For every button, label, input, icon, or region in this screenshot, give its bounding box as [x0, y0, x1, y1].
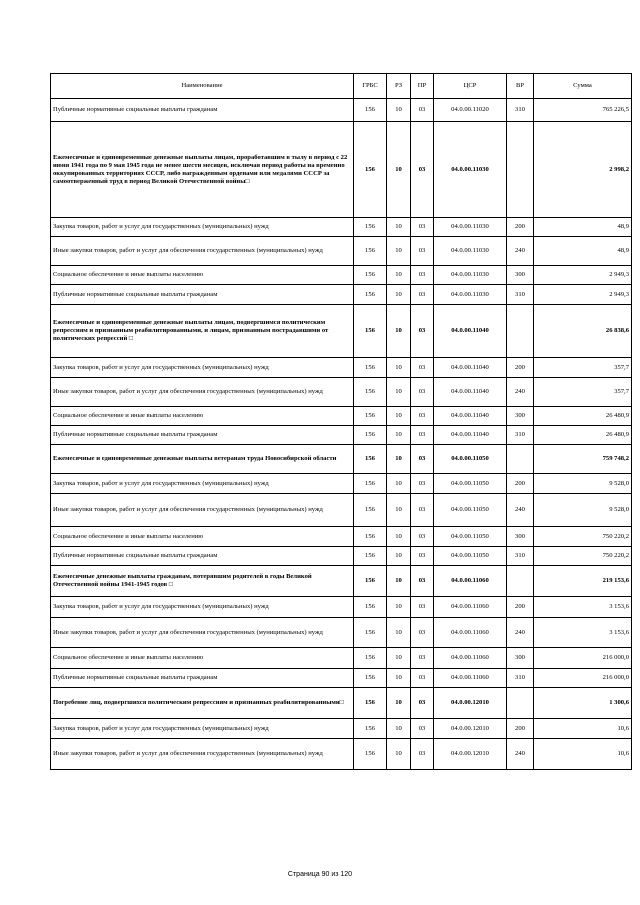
cell-csr: 04.0.00.11060	[434, 669, 507, 688]
cell-csr: 04.0.00.11020	[434, 99, 507, 122]
cell-vr	[507, 566, 534, 597]
table-row	[51, 547, 632, 566]
cell-pr: 03	[411, 597, 434, 618]
cell-vr: 200	[507, 218, 534, 237]
cell-rz: 10	[387, 669, 411, 688]
cell-csr: 04.0.00.11050	[434, 494, 507, 527]
cell-grbs: 156	[354, 378, 387, 407]
cell-csr: 04.0.00.11030	[434, 218, 507, 237]
cell-pr: 03	[411, 285, 434, 305]
cell-rz: 10	[387, 474, 411, 494]
cell-sum: 216 000,0	[534, 669, 632, 688]
cell-vr: 300	[507, 527, 534, 547]
cell-pr: 03	[411, 648, 434, 669]
table-row	[51, 358, 632, 378]
cell-pr: 03	[411, 378, 434, 407]
column-header-sum: Сумма	[534, 74, 632, 99]
table-row	[51, 618, 632, 648]
table-row	[51, 494, 632, 527]
cell-rz: 10	[387, 597, 411, 618]
cell-grbs: 156	[354, 669, 387, 688]
table-row	[51, 285, 632, 305]
cell-name: Ежемесячные и единовременные денежные выплаты ветеранам труда Новосибирской области	[51, 445, 354, 474]
cell-csr: 04.0.00.11030	[434, 266, 507, 285]
column-header-rz: РЗ	[387, 74, 411, 99]
cell-name: Социальное обеспечение и иные выплаты населению	[51, 648, 354, 669]
cell-sum: 759 748,2	[534, 445, 632, 474]
cell-pr: 03	[411, 547, 434, 566]
cell-pr: 03	[411, 669, 434, 688]
cell-sum: 765 226,5	[534, 99, 632, 122]
table-row	[51, 266, 632, 285]
cell-name: Публичные нормативные социальные выплаты гражданам	[51, 99, 354, 122]
cell-rz: 10	[387, 378, 411, 407]
cell-sum: 10,6	[534, 719, 632, 739]
cell-csr: 04.0.00.11060	[434, 648, 507, 669]
table-row-section	[51, 305, 632, 358]
table-row	[51, 527, 632, 547]
table-header-row	[51, 74, 632, 99]
cell-name: Ежемесячные и единовременные денежные выплаты лицам, проработавшим в тылу в период с 22 июня 1941 года по 9 мая 1945 года не менее шести месяцев, исключая период работы на временно оккупированных территориях СССР, либо награжденным орденами или медалями СССР за самоотверженный труд в период Великой Отечественной войны□	[51, 122, 354, 218]
cell-pr: 03	[411, 218, 434, 237]
table-row	[51, 218, 632, 237]
cell-csr: 04.0.00.11050	[434, 547, 507, 566]
cell-sum: 750 220,2	[534, 547, 632, 566]
table-row	[51, 597, 632, 618]
cell-grbs: 156	[354, 99, 387, 122]
cell-rz: 10	[387, 237, 411, 266]
cell-rz: 10	[387, 358, 411, 378]
cell-grbs: 156	[354, 358, 387, 378]
cell-sum: 2 998,2	[534, 122, 632, 218]
cell-grbs: 156	[354, 597, 387, 618]
cell-vr: 200	[507, 597, 534, 618]
table-row	[51, 669, 632, 688]
budget-table	[50, 73, 632, 770]
cell-sum: 26 838,6	[534, 305, 632, 358]
cell-csr: 04.0.00.11050	[434, 527, 507, 547]
cell-csr: 04.0.00.11060	[434, 618, 507, 648]
cell-name: Закупка товаров, работ и услуг для государственных (муниципальных) нужд	[51, 218, 354, 237]
cell-csr: 04.0.00.11060	[434, 566, 507, 597]
cell-vr: 310	[507, 426, 534, 445]
cell-vr	[507, 305, 534, 358]
cell-sum: 9 528,0	[534, 494, 632, 527]
cell-rz: 10	[387, 305, 411, 358]
cell-name: Закупка товаров, работ и услуг для государственных (муниципальных) нужд	[51, 358, 354, 378]
cell-csr: 04.0.00.11040	[434, 305, 507, 358]
cell-grbs: 156	[354, 237, 387, 266]
cell-name: Иные закупки товаров, работ и услуг для обеспечения государственных (муниципальных) нужд	[51, 494, 354, 527]
cell-rz: 10	[387, 99, 411, 122]
cell-vr: 200	[507, 719, 534, 739]
cell-pr: 03	[411, 494, 434, 527]
column-header-grbs: ГРБС	[354, 74, 387, 99]
table-row	[51, 648, 632, 669]
cell-vr: 240	[507, 237, 534, 266]
cell-grbs: 156	[354, 566, 387, 597]
cell-name: Закупка товаров, работ и услуг для государственных (муниципальных) нужд	[51, 474, 354, 494]
table-row	[51, 474, 632, 494]
cell-csr: 04.0.00.11040	[434, 358, 507, 378]
cell-csr: 04.0.00.12010	[434, 688, 507, 719]
cell-csr: 04.0.00.11030	[434, 122, 507, 218]
cell-vr	[507, 688, 534, 719]
cell-name: Публичные нормативные социальные выплаты гражданам	[51, 669, 354, 688]
table-row	[51, 407, 632, 426]
cell-vr: 310	[507, 99, 534, 122]
cell-pr: 03	[411, 407, 434, 426]
cell-pr: 03	[411, 305, 434, 358]
cell-grbs: 156	[354, 494, 387, 527]
cell-pr: 03	[411, 99, 434, 122]
cell-grbs: 156	[354, 122, 387, 218]
cell-csr: 04.0.00.11030	[434, 285, 507, 305]
cell-sum: 9 528,0	[534, 474, 632, 494]
cell-pr: 03	[411, 266, 434, 285]
cell-pr: 03	[411, 445, 434, 474]
table-row	[51, 719, 632, 739]
cell-sum: 219 153,6	[534, 566, 632, 597]
cell-rz: 10	[387, 719, 411, 739]
cell-csr: 04.0.00.11060	[434, 597, 507, 618]
cell-sum: 10,6	[534, 739, 632, 770]
cell-name: Социальное обеспечение и иные выплаты населению	[51, 407, 354, 426]
cell-vr	[507, 122, 534, 218]
table-row-section	[51, 688, 632, 719]
cell-name: Погребение лиц, подвергшихся политическим репрессиям и признанных реабилитированными□	[51, 688, 354, 719]
cell-name: Социальное обеспечение и иные выплаты населению	[51, 527, 354, 547]
cell-rz: 10	[387, 407, 411, 426]
cell-pr: 03	[411, 474, 434, 494]
cell-rz: 10	[387, 266, 411, 285]
cell-vr: 200	[507, 358, 534, 378]
cell-vr: 310	[507, 669, 534, 688]
cell-csr: 04.0.00.11030	[434, 237, 507, 266]
cell-pr: 03	[411, 527, 434, 547]
cell-grbs: 156	[354, 266, 387, 285]
cell-name: Иные закупки товаров, работ и услуг для обеспечения государственных (муниципальных) нужд	[51, 739, 354, 770]
cell-csr: 04.0.00.11040	[434, 407, 507, 426]
cell-csr: 04.0.00.11050	[434, 445, 507, 474]
cell-csr: 04.0.00.12010	[434, 739, 507, 770]
cell-name: Иные закупки товаров, работ и услуг для обеспечения государственных (муниципальных) нужд	[51, 378, 354, 407]
cell-vr: 310	[507, 547, 534, 566]
cell-rz: 10	[387, 218, 411, 237]
table-row-section	[51, 122, 632, 218]
cell-pr: 03	[411, 358, 434, 378]
cell-sum: 48,9	[534, 237, 632, 266]
cell-csr: 04.0.00.11040	[434, 378, 507, 407]
cell-sum: 2 949,3	[534, 266, 632, 285]
cell-grbs: 156	[354, 474, 387, 494]
cell-sum: 3 153,6	[534, 597, 632, 618]
column-header-pr: ПР	[411, 74, 434, 99]
cell-vr	[507, 445, 534, 474]
table-row	[51, 237, 632, 266]
cell-rz: 10	[387, 547, 411, 566]
table-row	[51, 739, 632, 770]
cell-sum: 48,9	[534, 218, 632, 237]
cell-vr: 300	[507, 648, 534, 669]
cell-vr: 310	[507, 285, 534, 305]
cell-csr: 04.0.00.12010	[434, 719, 507, 739]
cell-vr: 200	[507, 474, 534, 494]
cell-grbs: 156	[354, 218, 387, 237]
cell-pr: 03	[411, 688, 434, 719]
cell-rz: 10	[387, 618, 411, 648]
cell-vr: 240	[507, 378, 534, 407]
cell-sum: 3 153,6	[534, 618, 632, 648]
cell-pr: 03	[411, 739, 434, 770]
cell-grbs: 156	[354, 407, 387, 426]
cell-csr: 04.0.00.11050	[434, 474, 507, 494]
page-number: Страница 90 из 120	[287, 871, 353, 878]
table-row-section	[51, 445, 632, 474]
cell-rz: 10	[387, 688, 411, 719]
cell-rz: 10	[387, 122, 411, 218]
cell-sum: 216 000,0	[534, 648, 632, 669]
table-row	[51, 426, 632, 445]
column-header-vr: ВР	[507, 74, 534, 99]
cell-vr: 300	[507, 407, 534, 426]
cell-name: Иные закупки товаров, работ и услуг для обеспечения государственных (муниципальных) нужд	[51, 237, 354, 266]
cell-sum: 26 480,9	[534, 426, 632, 445]
cell-name: Социальное обеспечение и иные выплаты населению	[51, 266, 354, 285]
cell-sum: 1 300,6	[534, 688, 632, 719]
cell-name: Закупка товаров, работ и услуг для государственных (муниципальных) нужд	[51, 597, 354, 618]
cell-name: Ежемесячные денежные выплаты гражданам, потерявшим родителей в годы Великой Отечественной войны 1941-1945 годов □	[51, 566, 354, 597]
cell-name: Закупка товаров, работ и услуг для государственных (муниципальных) нужд	[51, 719, 354, 739]
cell-pr: 03	[411, 237, 434, 266]
table-row-section	[51, 566, 632, 597]
cell-grbs: 156	[354, 648, 387, 669]
table-row	[51, 378, 632, 407]
cell-rz: 10	[387, 739, 411, 770]
cell-rz: 10	[387, 527, 411, 547]
cell-rz: 10	[387, 426, 411, 445]
cell-pr: 03	[411, 719, 434, 739]
cell-name: Публичные нормативные социальные выплаты гражданам	[51, 547, 354, 566]
cell-pr: 03	[411, 618, 434, 648]
table-row	[51, 99, 632, 122]
cell-rz: 10	[387, 494, 411, 527]
cell-pr: 03	[411, 426, 434, 445]
cell-vr: 240	[507, 618, 534, 648]
cell-sum: 26 480,9	[534, 407, 632, 426]
cell-grbs: 156	[354, 426, 387, 445]
cell-name: Публичные нормативные социальные выплаты гражданам	[51, 285, 354, 305]
cell-grbs: 156	[354, 739, 387, 770]
cell-name: Ежемесячные и единовременные денежные выплаты лицам, подвергшимся политическим репрессиям и признанным реабилитированными, и лицам, признанным пострадавшими от политических репрессий □	[51, 305, 354, 358]
cell-sum: 2 949,3	[534, 285, 632, 305]
column-header-name: Наименование	[51, 74, 354, 99]
cell-rz: 10	[387, 445, 411, 474]
cell-pr: 03	[411, 566, 434, 597]
cell-grbs: 156	[354, 618, 387, 648]
cell-grbs: 156	[354, 688, 387, 719]
cell-sum: 357,7	[534, 358, 632, 378]
cell-vr: 240	[507, 739, 534, 770]
cell-csr: 04.0.00.11040	[434, 426, 507, 445]
cell-rz: 10	[387, 648, 411, 669]
cell-rz: 10	[387, 285, 411, 305]
cell-pr: 03	[411, 122, 434, 218]
cell-grbs: 156	[354, 527, 387, 547]
cell-grbs: 156	[354, 719, 387, 739]
table-body	[51, 99, 632, 770]
cell-grbs: 156	[354, 305, 387, 358]
cell-sum: 750 220,2	[534, 527, 632, 547]
cell-vr: 240	[507, 494, 534, 527]
column-header-csr: ЦСР	[434, 74, 507, 99]
cell-name: Иные закупки товаров, работ и услуг для обеспечения государственных (муниципальных) нужд	[51, 618, 354, 648]
cell-grbs: 156	[354, 547, 387, 566]
cell-name: Публичные нормативные социальные выплаты гражданам	[51, 426, 354, 445]
cell-grbs: 156	[354, 445, 387, 474]
cell-vr: 300	[507, 266, 534, 285]
cell-sum: 357,7	[534, 378, 632, 407]
cell-grbs: 156	[354, 285, 387, 305]
cell-rz: 10	[387, 566, 411, 597]
